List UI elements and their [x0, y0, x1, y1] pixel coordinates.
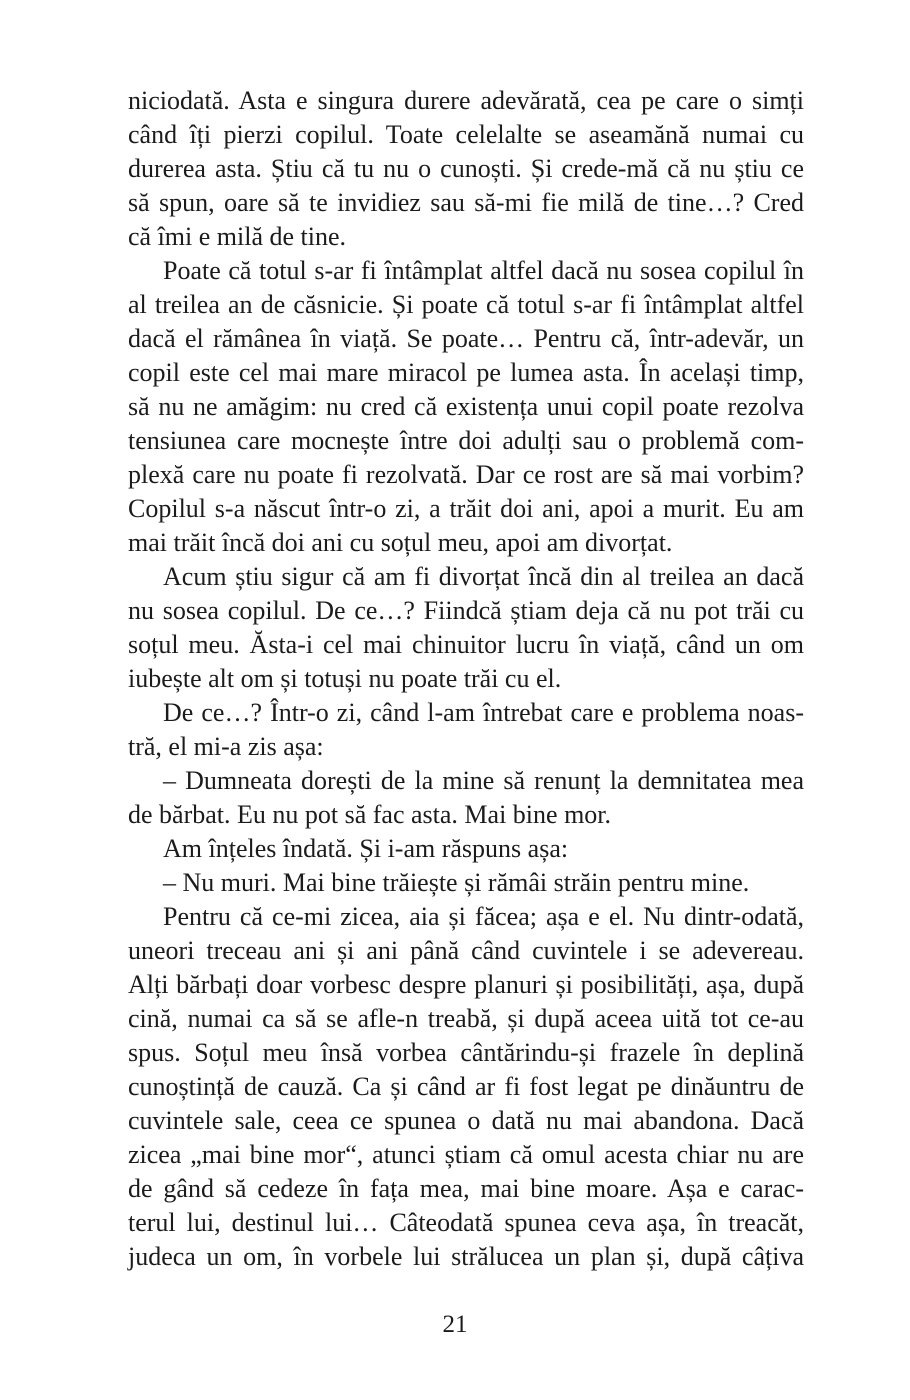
text-line: judeca un om, în vorbele lui strălucea un plan și, după câțiva [128, 1242, 804, 1271]
text-line: Poate că totul s-ar fi întâmplat altfel dacă nu sosea copilul în [163, 256, 804, 285]
text-line: copil este cel mai mare miracol pe lumea asta. În același timp, [128, 358, 804, 387]
text-line: spus. Soțul meu însă vorbea cântărindu-și frazele în deplină [128, 1038, 804, 1067]
paragraph [128, 696, 804, 764]
text-line: iubește alt om și totuși nu poate trăi cu el. [128, 664, 562, 693]
text-line: niciodată. Asta e singura durere adevărată, cea pe care o simți [128, 86, 804, 115]
text-line: că îmi e milă de tine. [128, 222, 347, 251]
text-line: – Nu muri. Mai bine trăiește și rămâi străin pentru mine. [163, 868, 750, 897]
text-line: dacă el rămânea în viață. Se poate… Pentru că, într-adevăr, un [128, 324, 804, 353]
text-line: – Dumneata dorești de la mine să renunț la demnitatea mea [163, 766, 804, 795]
paragraph [128, 764, 804, 832]
text-line: Copilul s-a născut într-o zi, a trăit doi ani, apoi a murit. Eu am [128, 494, 804, 523]
text-line: soțul meu. Ăsta-i cel mai chinuitor lucru în viață, când un om [128, 630, 804, 659]
text-line: tensiunea care mocnește între doi adulți sau o problemă com- [128, 426, 804, 455]
text-line: când îți pierzi copilul. Toate celelalte se aseamănă numai cu [128, 120, 804, 149]
text-line: Acum știu sigur că am fi divorțat încă din al treilea an dacă [163, 562, 804, 591]
text-line: nu sosea copilul. De ce…? Fiindcă știam deja că nu pot trăi cu [128, 596, 804, 625]
page-number: 21 [442, 1311, 468, 1338]
text-line: zicea „mai bine mor“, atunci știam că omul acesta chiar nu are [128, 1140, 804, 1169]
text-line: Pentru că ce-mi zicea, aia și făcea; așa e el. Nu dintr-odată, [163, 902, 804, 931]
paragraph [128, 866, 804, 900]
text-line: cunoștință de cauză. Ca și când ar fi fost legat pe dinăuntru de [128, 1072, 804, 1101]
text-line: să spun, oare să te invidiez sau să-mi fie milă de tine…? Cred [128, 188, 804, 217]
text-line: Am înțeles îndată. Și i-am răspuns așa: [163, 834, 569, 863]
text-line: mai trăit încă doi ani cu soțul meu, apoi am divorțat. [128, 528, 673, 557]
text-line: de gând să cedeze în fața mea, mai bine moare. Așa e carac- [128, 1174, 804, 1203]
paragraph [128, 900, 804, 1274]
text-line: cină, numai ca să se afle-n treabă, și după aceea uită tot ce-au [128, 1004, 804, 1033]
paragraph [128, 832, 804, 866]
text-line: de bărbat. Eu nu pot să fac asta. Mai bine mor. [128, 800, 612, 829]
text-block [128, 84, 804, 1274]
text-line: al treilea an de căsnicie. Și poate că totul s-ar fi întâmplat altfel [128, 290, 804, 319]
text-line: De ce…? Într-o zi, când l-am întrebat care e problema noas- [163, 698, 804, 727]
text-line: uneori treceau ani și ani până când cuvintele i se adevereau. [128, 936, 804, 965]
paragraph [128, 84, 804, 254]
paragraph [128, 254, 804, 560]
text-line: terul lui, destinul lui… Câteodată spunea ceva așa, în treacăt, [128, 1208, 804, 1237]
paragraph [128, 560, 804, 696]
text-line: Alți bărbați doar vorbesc despre planuri și posibilități, așa, după [128, 970, 804, 999]
page-footer [0, 1308, 910, 1342]
text-line: plexă care nu poate fi rezolvată. Dar ce rost are să mai vorbim? [128, 460, 804, 489]
text-line: să nu ne amăgim: nu cred că existența unui copil poate rezolva [128, 392, 804, 421]
text-line: tră, el mi-a zis așa: [128, 732, 324, 761]
text-line: cuvintele sale, ceea ce spunea o dată nu mai abandona. Dacă [128, 1106, 804, 1135]
text-line: durerea asta. Știu că tu nu o cunoști. Și crede-mă că nu știu ce [128, 154, 804, 183]
